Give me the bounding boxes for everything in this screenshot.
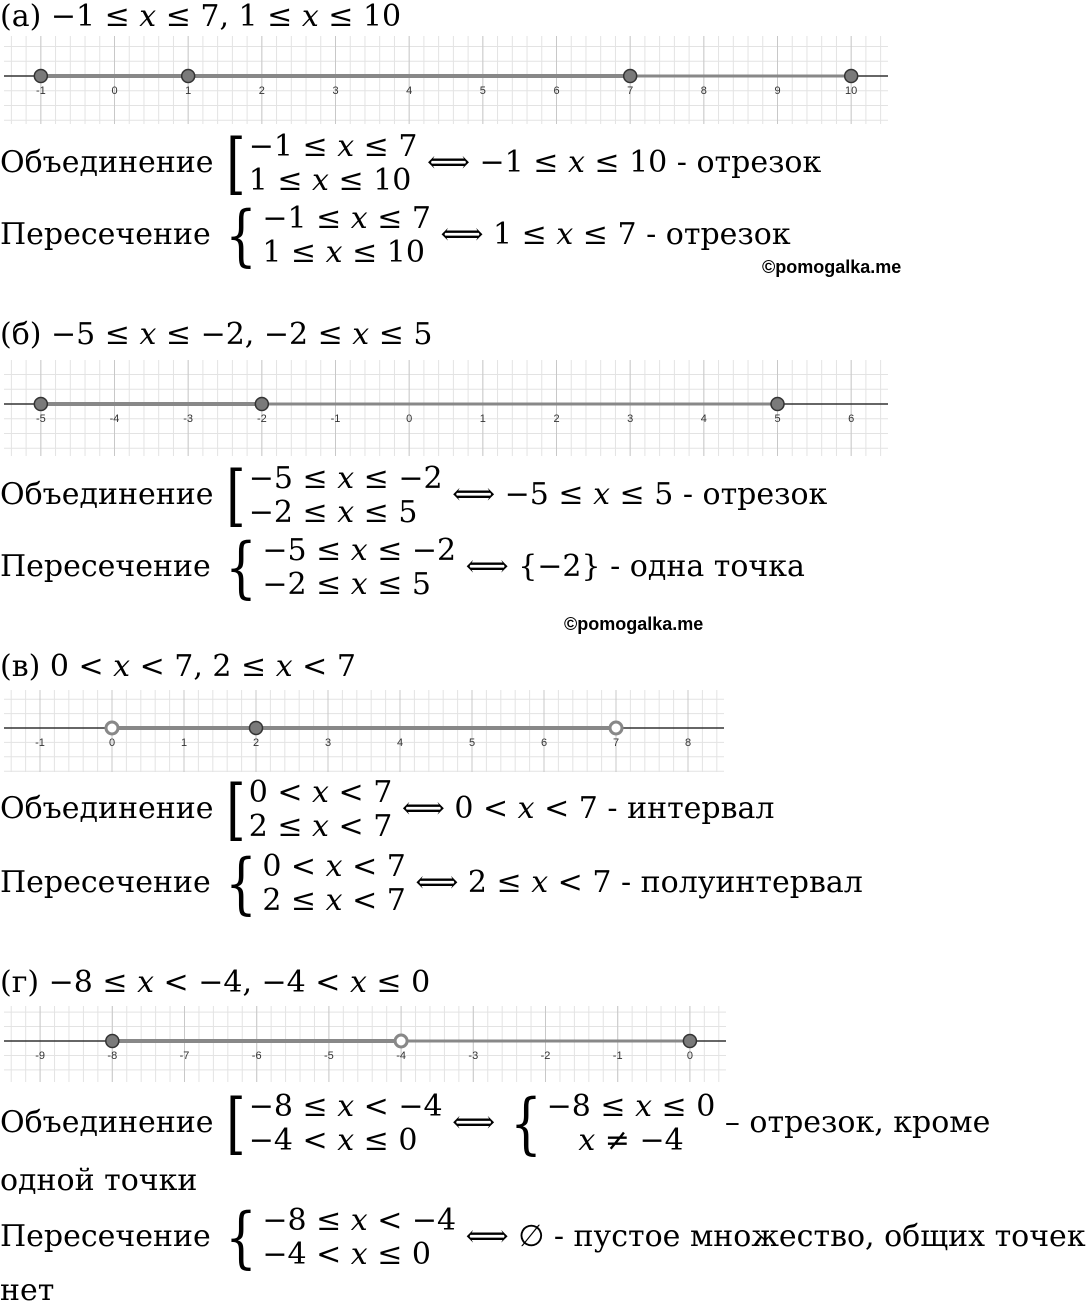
brace-symbol: { xyxy=(225,1199,258,1276)
system-row: −8 ≤ 𝑥 < −4 xyxy=(262,1203,457,1238)
intersection-result: ⟺ {−2} - одна точка xyxy=(465,549,805,584)
closed-endpoint xyxy=(34,398,47,411)
tick-label: -3 xyxy=(183,413,194,425)
system-row: 2 ≤ 𝑥 < 7 xyxy=(262,883,406,918)
tick-label: -5 xyxy=(35,413,46,425)
tick-label: 9 xyxy=(774,85,781,97)
tick-label: -8 xyxy=(107,1050,118,1062)
closed-endpoint xyxy=(250,722,263,735)
tick-label: 8 xyxy=(700,85,707,97)
tick-label: -1 xyxy=(330,413,341,425)
watermark: ©pomogalka.me xyxy=(762,257,902,277)
tick-label: -1 xyxy=(612,1050,623,1062)
system-row: −1 ≤ 𝑥 ≤ 7 xyxy=(248,129,418,164)
watermark: ©pomogalka.me xyxy=(564,614,704,634)
tick-label: -9 xyxy=(35,1050,45,1062)
union-d xyxy=(0,1085,991,1162)
system-row: 1 ≤ 𝑥 ≤ 10 xyxy=(248,163,412,198)
tick-label: -6 xyxy=(251,1050,262,1062)
tick-label: 1 xyxy=(180,737,188,749)
system-row: 0 < 𝑥 < 7 xyxy=(248,775,393,810)
bracket-symbol: [ xyxy=(226,1085,246,1162)
system-row: 2 ≤ 𝑥 < 7 xyxy=(248,809,393,844)
brace-symbol: { xyxy=(225,529,258,606)
bracket-symbol: [ xyxy=(226,125,246,202)
union-label: Объединение xyxy=(0,1105,214,1140)
union-label: Объединение xyxy=(0,791,214,826)
system-row: −4 < 𝑥 ≤ 0 xyxy=(262,1237,431,1272)
tick-label: 0 xyxy=(406,413,413,425)
tick-label: 6 xyxy=(540,737,548,749)
intersection-label: Пересечение xyxy=(0,549,211,584)
system-row: −2 ≤ 𝑥 ≤ 5 xyxy=(262,567,431,602)
number-line-a xyxy=(4,36,888,124)
brace-symbol: { xyxy=(225,197,258,274)
tick-label: 1 xyxy=(479,413,486,425)
closed-endpoint xyxy=(771,398,784,411)
union-result: ⟺ −5 ≤ 𝑥 ≤ 5 - отрезок xyxy=(452,477,828,512)
open-endpoint xyxy=(106,722,118,734)
tick-label: 2 xyxy=(258,85,265,97)
number-line-c xyxy=(4,690,724,772)
tick-label: -7 xyxy=(179,1050,190,1062)
union-b xyxy=(0,457,828,534)
tick-label: 3 xyxy=(332,85,339,97)
tick-label: -1 xyxy=(35,737,45,749)
equivalence-symbol: ⟺ xyxy=(452,1105,496,1140)
tick-label: -5 xyxy=(324,1050,334,1062)
tick-label: 7 xyxy=(627,85,634,97)
system-row: 1 ≤ 𝑥 ≤ 10 xyxy=(262,235,425,270)
intersection-result: ⟺ ∅ - пустое множество, общих точек xyxy=(465,1219,1086,1254)
tick-label: 8 xyxy=(684,737,692,749)
union-c xyxy=(0,771,775,848)
system-row: −2 ≤ 𝑥 ≤ 5 xyxy=(248,495,418,530)
tick-label: 4 xyxy=(396,737,404,749)
tick-label: -2 xyxy=(256,413,267,425)
brace-symbol: { xyxy=(509,1085,542,1162)
closed-endpoint xyxy=(683,1035,696,1048)
tick-label: 4 xyxy=(406,85,413,97)
tick-label: -4 xyxy=(109,413,120,425)
system-row: −5 ≤ 𝑥 ≤ −2 xyxy=(248,461,443,496)
open-endpoint xyxy=(610,722,622,734)
union-result: ⟺ −1 ≤ 𝑥 ≤ 10 - отрезок xyxy=(426,145,822,180)
open-endpoint xyxy=(395,1035,407,1047)
tick-label: -1 xyxy=(35,85,46,97)
tick-label: 2 xyxy=(553,413,560,425)
intersection-label: Пересечение xyxy=(0,865,211,900)
intersection-continuation: нет xyxy=(0,1273,55,1308)
closed-endpoint xyxy=(182,70,195,83)
heading-a: (а) −1 ≤ 𝑥 ≤ 7, 1 ≤ 𝑥 ≤ 10 xyxy=(0,0,402,34)
tick-label: -2 xyxy=(540,1050,551,1062)
tick-label: 7 xyxy=(612,737,620,749)
intersection-a xyxy=(0,197,791,274)
number-line-b xyxy=(4,360,888,456)
intersection-label: Пересечение xyxy=(0,217,211,252)
tick-label: 6 xyxy=(848,413,855,425)
intersection-result: ⟺ 1 ≤ 𝑥 ≤ 7 - отрезок xyxy=(440,217,791,252)
tick-label: 4 xyxy=(700,413,707,425)
system-row: 0 < 𝑥 < 7 xyxy=(262,849,406,884)
tick-label: -4 xyxy=(396,1050,406,1062)
system-row: −5 ≤ 𝑥 ≤ −2 xyxy=(262,533,457,568)
system-row: −8 ≤ 𝑥 < −4 xyxy=(248,1089,443,1124)
closed-endpoint xyxy=(255,398,268,411)
bracket-symbol: [ xyxy=(226,457,246,534)
system-row: −1 ≤ 𝑥 ≤ 7 xyxy=(262,201,431,236)
heading-b: (б) −5 ≤ 𝑥 ≤ −2, −2 ≤ 𝑥 ≤ 5 xyxy=(0,317,433,352)
system-row: 𝑥 ≠ −4 xyxy=(578,1123,684,1158)
intersection-label: Пересечение xyxy=(0,1219,211,1254)
brace-symbol: { xyxy=(225,845,258,922)
number-line-d xyxy=(4,1006,726,1082)
system-row: −4 < 𝑥 ≤ 0 xyxy=(248,1123,418,1158)
union-label: Объединение xyxy=(0,477,214,512)
tick-label: 3 xyxy=(324,737,332,749)
union-continuation: одной точки xyxy=(0,1163,198,1198)
tick-label: 6 xyxy=(553,85,560,97)
bracket-symbol: [ xyxy=(226,771,246,848)
tick-label: 5 xyxy=(774,413,781,425)
tick-label: 2 xyxy=(252,737,260,749)
tick-label: 5 xyxy=(479,85,486,97)
tick-label: 3 xyxy=(627,413,634,425)
intersection-b xyxy=(0,529,805,606)
tick-label: 0 xyxy=(108,737,116,749)
tick-label: 10 xyxy=(845,85,858,97)
intersection-result: ⟺ 2 ≤ 𝑥 < 7 - полуинтервал xyxy=(415,865,863,900)
union-result: ⟺ 0 < 𝑥 < 7 - интервал xyxy=(401,791,775,826)
union-result: – отрезок, кроме xyxy=(724,1105,991,1140)
tick-label: 0 xyxy=(686,1050,693,1062)
heading-d: (г) −8 ≤ 𝑥 < −4, −4 < 𝑥 ≤ 0 xyxy=(0,965,431,1000)
closed-endpoint xyxy=(624,70,637,83)
closed-endpoint xyxy=(106,1035,119,1048)
closed-endpoint xyxy=(845,70,858,83)
union-label: Объединение xyxy=(0,145,214,180)
union-a xyxy=(0,125,822,202)
closed-endpoint xyxy=(34,70,47,83)
intersection-c xyxy=(0,845,863,922)
tick-label: -3 xyxy=(468,1050,479,1062)
intersection-d xyxy=(0,1199,1086,1276)
tick-label: 0 xyxy=(111,85,118,97)
system-row: −8 ≤ 𝑥 ≤ 0 xyxy=(546,1089,716,1124)
tick-label: 5 xyxy=(468,737,476,749)
tick-label: 1 xyxy=(185,85,192,97)
heading-c: (в) 0 < 𝑥 < 7, 2 ≤ 𝑥 < 7 xyxy=(0,649,356,684)
